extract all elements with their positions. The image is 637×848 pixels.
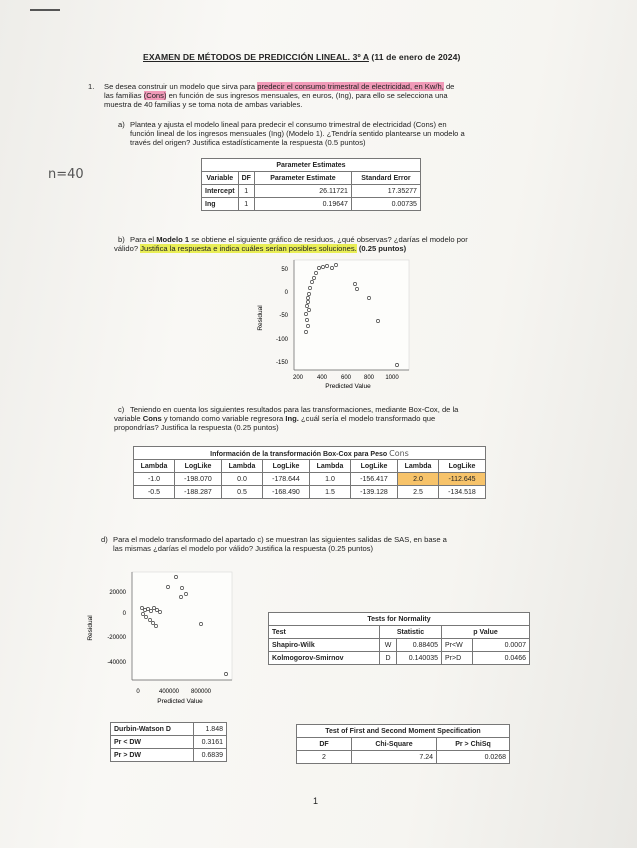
normality-header: Statistic xyxy=(380,626,442,639)
boxcox-header: LogLike xyxy=(175,460,222,473)
plot1-ytick: -100 xyxy=(275,337,288,343)
table-cell: -198.070 xyxy=(175,473,222,486)
table-cell: D xyxy=(380,652,397,665)
normality-caption: Tests for Normality xyxy=(269,613,530,626)
moment-specification-table xyxy=(296,724,510,764)
page-number: 1 xyxy=(313,796,319,806)
table-row xyxy=(269,652,530,665)
residual-plot-2 xyxy=(80,568,240,710)
table-cell: -134.518 xyxy=(439,486,486,499)
table-cell: 0.88405 xyxy=(397,639,442,652)
table-cell: 0.3161 xyxy=(194,736,227,749)
plot1-ytick: -150 xyxy=(275,360,288,366)
table-cell: -139.128 xyxy=(351,486,398,499)
table-row xyxy=(269,639,530,652)
normality-header: Test xyxy=(269,626,380,639)
table-cell: 0.5 xyxy=(222,486,263,499)
white-header: Chi-Square xyxy=(352,738,437,751)
plot1-xtick: 200 xyxy=(292,375,304,381)
param-header: Variable xyxy=(202,172,239,185)
qa-marker: a) xyxy=(118,120,125,129)
q1-intro-line3: muestra de 40 familias y se toma nota de ambas variables. xyxy=(104,100,303,109)
table-cell: -0.5 xyxy=(134,486,175,499)
table-cell: Pr>D xyxy=(442,652,473,665)
table-cell: 2 xyxy=(297,751,352,764)
handwritten-correction: Cons xyxy=(389,448,409,458)
plot1-ylabel: Residual xyxy=(257,305,264,331)
table-cell: 1.848 xyxy=(194,723,227,736)
plot2-ytick: -20000 xyxy=(107,635,126,641)
table-cell: 0.0466 xyxy=(473,652,530,665)
qc-line3: propondrías? Justifica la respuesta (0.25 puntos) xyxy=(114,423,279,432)
plot1-ytick: 0 xyxy=(284,290,288,296)
plot1-xtick: 800 xyxy=(363,375,375,381)
normality-header: p Value xyxy=(442,626,530,639)
table-cell: 0.19647 xyxy=(254,198,351,211)
boxcox-header: Lambda xyxy=(310,460,351,473)
table-cell: -178.644 xyxy=(263,473,310,486)
boxcox-table xyxy=(133,446,486,499)
plot2-ylabel: Residual xyxy=(87,615,94,641)
white-header: Pr > ChiSq xyxy=(437,738,510,751)
durbin-watson-table xyxy=(110,722,227,762)
parameter-estimates-table xyxy=(201,158,421,211)
table-cell: -188.287 xyxy=(175,486,222,499)
boxcox-header: LogLike xyxy=(263,460,310,473)
plot1-xtick: 1000 xyxy=(385,375,399,381)
table-cell: 0.140035 xyxy=(397,652,442,665)
residual-plot-1 xyxy=(250,258,415,403)
table-row xyxy=(202,198,421,211)
qc-line1: Teniendo en cuenta los siguientes resultados para las transformaciones, mediante Box-Cox, de la xyxy=(130,405,459,414)
plot2-xtick: 800000 xyxy=(190,689,212,695)
plot2-xtick: 0 xyxy=(136,689,140,695)
plot2-xtick: 400000 xyxy=(158,689,180,695)
q1-number: 1. xyxy=(88,82,95,91)
plot2-frame xyxy=(132,572,232,680)
qd-line2: las mismas ¿darías el modelo por válido? Justifica la respuesta (0.25 puntos) xyxy=(113,544,373,553)
boxcox-header: LogLike xyxy=(351,460,398,473)
qb-line1: Para el Modelo 1 se obtiene el siguiente gráfico de residuos, ¿qué observas? ¿darías el modelo por xyxy=(130,235,468,244)
table-cell: 1 xyxy=(238,198,254,211)
table-cell: Intercept xyxy=(202,185,239,198)
exam-title: EXAMEN DE MÉTODOS DE PREDICCIÓN LINEAL. 3º A (11 de enero de 2024) xyxy=(143,52,461,62)
plot1-frame xyxy=(294,260,409,370)
table-row xyxy=(202,185,421,198)
qa-line2: función lineal de los ingresos mensuales (Ing) (Modelo 1). ¿Tendría sentido plantearse un modelo a xyxy=(130,129,465,138)
table-cell: Shapiro-Wilk xyxy=(269,639,380,652)
q1-intro-line2: las familias (Cons) en función de sus ingresos mensuales, en euros, (Ing), para ello se selecciona una xyxy=(104,91,448,100)
table-row xyxy=(111,736,227,749)
boxcox-header: Lambda xyxy=(134,460,175,473)
qa-line1: Plantea y ajusta el modelo lineal para predecir el consumo trimestral de electricidad (Cons) en xyxy=(130,120,447,129)
table-row xyxy=(134,486,486,499)
boxcox-header: Lambda xyxy=(398,460,439,473)
boxcox-caption: Información de la transformación Box-Cox para Peso Cons xyxy=(134,447,486,460)
qb-marker: b) xyxy=(118,235,125,244)
plot2-ytick: 20000 xyxy=(109,590,126,596)
table-row xyxy=(297,751,510,764)
white-caption: Test of First and Second Moment Specification xyxy=(297,725,510,738)
plot1-ytick: 50 xyxy=(281,267,288,273)
qa-line3: través del origen? Justifica estadísticamente la respuesta (0.5 puntos) xyxy=(130,138,366,147)
table-cell: 2.5 xyxy=(398,486,439,499)
top-mark xyxy=(30,9,60,11)
table-cell: Ing xyxy=(202,198,239,211)
plot2-ytick: 0 xyxy=(122,611,126,617)
table-cell: Durbin-Watson D xyxy=(111,723,194,736)
qd-line1: Para el modelo transformado del apartado c) se muestran las siguientes salidas de SAS, en base a xyxy=(113,535,447,544)
table-cell: 1.0 xyxy=(310,473,351,486)
table-cell: 0.0 xyxy=(222,473,263,486)
table-cell: Pr > DW xyxy=(111,749,194,762)
boxcox-header: LogLike xyxy=(439,460,486,473)
plot1-xtick: 400 xyxy=(316,375,328,381)
param-header: Standard Error xyxy=(351,172,420,185)
table-cell: 0.6839 xyxy=(194,749,227,762)
table-cell: -156.417 xyxy=(351,473,398,486)
plot1-ytick: -50 xyxy=(279,313,288,319)
plot1-xlabel: Predicted Value xyxy=(325,383,371,390)
table-cell: 0.0268 xyxy=(437,751,510,764)
table-cell: 2.0 xyxy=(398,473,439,486)
boxcox-header: Lambda xyxy=(222,460,263,473)
table-cell: -168.490 xyxy=(263,486,310,499)
table-cell: Pr < DW xyxy=(111,736,194,749)
handwritten-note: n=40 xyxy=(48,167,84,182)
white-header: DF xyxy=(297,738,352,751)
param-header: Parameter Estimate xyxy=(254,172,351,185)
qb-line2: válido? Justifica la respuesta e indica cuáles serían posibles soluciones. (0.25 puntos) xyxy=(114,244,407,253)
param-caption: Parameter Estimates xyxy=(202,159,421,172)
table-cell: 0.00735 xyxy=(351,198,420,211)
table-cell: Kolmogorov-Smirnov xyxy=(269,652,380,665)
table-row xyxy=(111,723,227,736)
qc-line2: variable Cons y tomando como variable regresora Ing. ¿cuál sería el modelo transformado que xyxy=(114,414,436,423)
table-cell: 7.24 xyxy=(352,751,437,764)
table-cell: -112.645 xyxy=(439,473,486,486)
table-row xyxy=(134,473,486,486)
plot2-ytick: -40000 xyxy=(107,660,126,666)
table-row xyxy=(111,749,227,762)
plot1-xtick: 600 xyxy=(340,375,352,381)
table-cell: -1.0 xyxy=(134,473,175,486)
normality-table xyxy=(268,612,530,665)
plot2-xlabel: Predicted Value xyxy=(157,698,203,705)
qd-marker: d) xyxy=(101,535,108,544)
table-cell: 0.0007 xyxy=(473,639,530,652)
table-cell: 26.11721 xyxy=(254,185,351,198)
q1-intro-line1: Se desea construir un modelo que sirva para predecir el consumo trimestral de electricidad, en Kw/h, de xyxy=(104,82,455,91)
table-cell: 1 xyxy=(238,185,254,198)
param-header: DF xyxy=(238,172,254,185)
table-cell: 1.5 xyxy=(310,486,351,499)
table-cell: Pr<W xyxy=(442,639,473,652)
table-cell: 17.35277 xyxy=(351,185,420,198)
table-cell: W xyxy=(380,639,397,652)
qc-marker: c) xyxy=(118,405,125,414)
